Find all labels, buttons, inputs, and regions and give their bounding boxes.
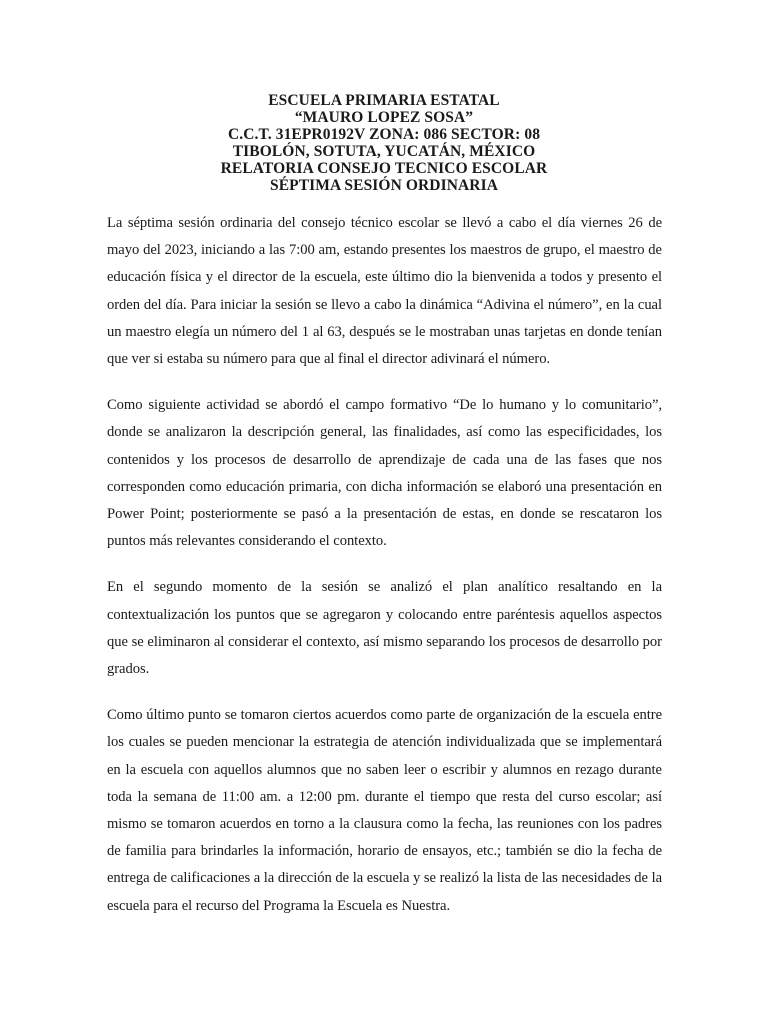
report-title-heading: RELATORIA CONSEJO TECNICO ESCOLAR [220, 160, 548, 177]
paragraph-formative-field: Como siguiente actividad se abordó el campo formativo “De lo humano y lo comunitario”, donde se analizaron la descripción general, las finalidades, así como las especificidades, los contenidos y los procesos de desarrollo de aprendizaje de cada una de las fases que nos corresponden como educación primaria, con dicha información se elaboró una presentación en Power Point; posteriormente se pasó a la presentación de estas, en donde se rescataron los puntos más relevantes considerando el contexto. [107, 397, 662, 550]
document-body [107, 210, 662, 920]
session-title-heading: SÉPTIMA SESIÓN ORDINARIA [269, 177, 499, 194]
paragraph-agreements: Como último punto se tomaron ciertos acuerdos como parte de organización de la escuela entre los cuales se pueden mencionar la estrategia de atención individualizada que se implementará en la escuela con aquellos alumnos que no saben leer o escribir y alumnos en rezago durante toda la semana de 11:00 am. a 12:00 pm. durante el tiempo que resta del curso escolar; así mismo se tomaron acuerdos en torno a la clausura como la fecha, las reuniones con los padres de familia para brindarles la información, horario de ensayos, etc.; también se dio la fecha de entrega de calificaciones a la dirección de la escuela y se realizó la lista de las necesidades de la escuela para el recurso del Programa la Escuela es Nuestra. [107, 707, 662, 914]
school-location-heading: TIBOLÓN, SOTUTA, YUCATÁN, MÉXICO [232, 143, 536, 160]
paragraph-analytic-plan: En el segundo momento de la sesión se analizó el plan analítico resaltando en la contextualización los puntos que se agregaron y colocando entre paréntesis aquellos aspectos que se eliminaron al considerar el contexto, así mismo separando los procesos de desarrollo por grados. [107, 579, 662, 678]
paragraph-session-opening: La séptima sesión ordinaria del consejo técnico escolar se llevó a cabo el día viernes 26 de mayo del 2023, iniciando a las 7:00 am, estando presentes los maestros de grupo, el maestro de educación física y el director de la escuela, este último dio la bienvenida a todos y presento el orden del día. Para iniciar la sesión se llevo a cabo la dinámica “Adivina el número”, en la cual un maestro elegía un número del 1 al 63, después se le mostraban unas tarjetas en donde tenían que ver si estaba su número para que al final el director adivinará el número. [107, 215, 662, 368]
school-code-heading: C.C.T. 31EPR0192V ZONA: 086 SECTOR: 08 [227, 126, 541, 143]
document-header [0, 92, 768, 194]
school-name-heading: “MAURO LOPEZ SOSA” [294, 109, 474, 126]
school-type-heading: ESCUELA PRIMARIA ESTATAL [268, 92, 500, 109]
